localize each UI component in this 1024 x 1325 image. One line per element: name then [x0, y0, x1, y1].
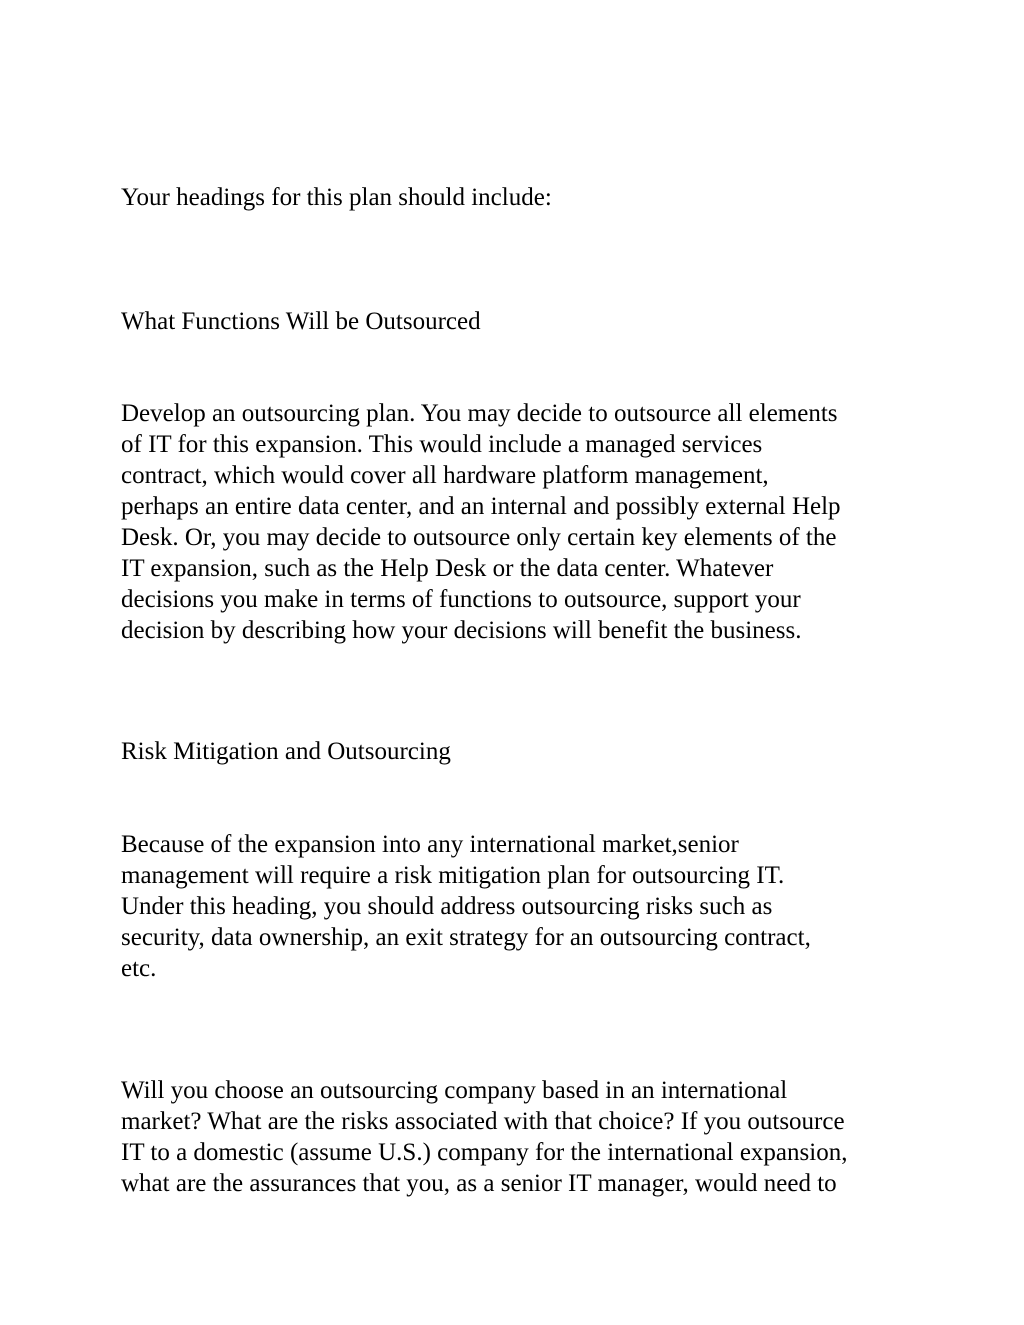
paragraph-risk-mitigation-plan: [121, 829, 911, 984]
paragraph-international-vendor-questions: [121, 1075, 911, 1199]
paragraph-outsourcing-plan: [121, 398, 911, 646]
paragraph-line: what are the assurances that you, as a senior IT manager, would need to: [121, 1170, 837, 1197]
section-heading-risk-mitigation: Risk Mitigation and Outsourcing: [121, 738, 451, 765]
paragraph-line: decisions you make in terms of functions to outsource, support your: [121, 586, 801, 613]
paragraph-line: of IT for this expansion. This would include a managed services: [121, 431, 763, 458]
paragraph-line: IT expansion, such as the Help Desk or the data center. Whatever: [121, 555, 774, 582]
paragraph-line: security, data ownership, an exit strategy for an outsourcing contract,: [121, 924, 811, 951]
intro-text: Your headings for this plan should include:: [121, 184, 552, 211]
paragraph-line: management will require a risk mitigation plan for outsourcing IT.: [121, 862, 785, 889]
paragraph-line: IT to a domestic (assume U.S.) company for the international expansion,: [121, 1139, 848, 1166]
paragraph-line: Under this heading, you should address outsourcing risks such as: [121, 893, 773, 920]
paragraph-line: Because of the expansion into any international market,senior: [121, 831, 739, 858]
paragraph-line: perhaps an entire data center, and an internal and possibly external Help: [121, 493, 841, 520]
section-heading-functions-outsourced: What Functions Will be Outsourced: [121, 308, 481, 335]
paragraph-line: etc.: [121, 955, 157, 982]
paragraph-line: Will you choose an outsourcing company based in an international: [121, 1077, 788, 1104]
paragraph-line: decision by describing how your decisions will benefit the business.: [121, 617, 802, 644]
paragraph-line: contract, which would cover all hardware platform management,: [121, 462, 769, 489]
paragraph-line: Develop an outsourcing plan. You may decide to outsource all elements: [121, 400, 838, 427]
paragraph-line: market? What are the risks associated with that choice? If you outsource: [121, 1108, 845, 1135]
paragraph-line: Desk. Or, you may decide to outsource only certain key elements of the: [121, 524, 837, 551]
